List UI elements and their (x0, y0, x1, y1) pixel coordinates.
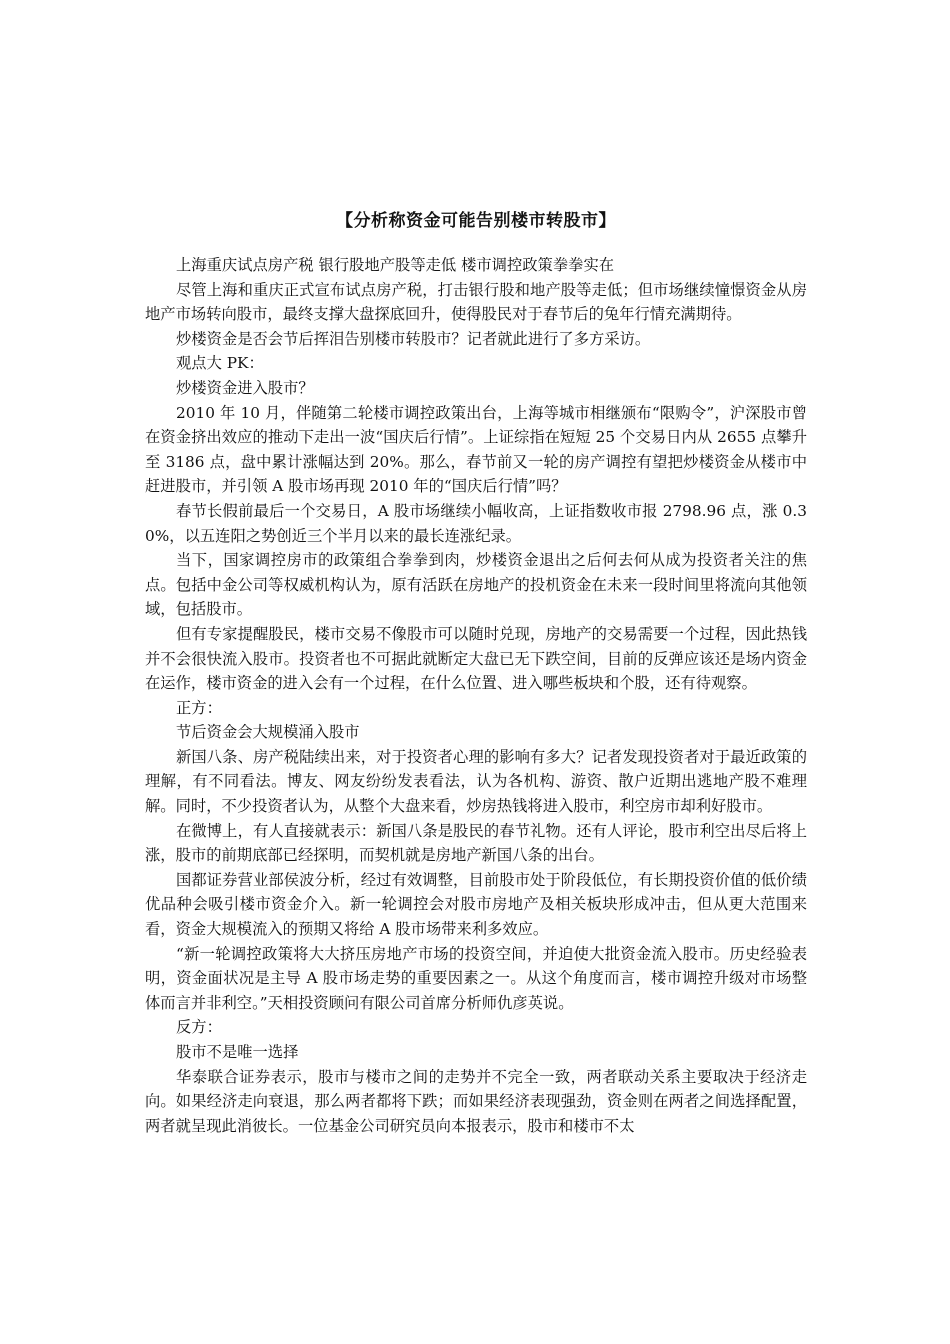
paragraph-policy-focus: 当下，国家调控房市的政策组合拳拳到肉，炒楼资金退出之后何去何从成为投资者关注的焦点。包括中金公司等权威机构认为，原有活跃在房地产的投机资金在未来一段时间里将流向其他领域，包括股市。 (145, 551, 807, 619)
paragraph-huatai: 华泰联合证券表示，股市与楼市之间的走势并不完全一致，两者联动关系主要取决于经济走向。如果经济走向衰退，那么两者都将下跌；而如果经济表现强劲，资金则在两者之间选择配置，两者就呈现此消彼长。一位基金公司研究员向本报表示，股市和楼市不太 (145, 1067, 807, 1135)
paragraph-last-trading-day: 春节长假前最后一个交易日，A 股市场继续小幅收高，上证指数收市报 2798.96 点，涨 0.30%，以五连阳之势创近三个半月以来的最长连涨纪录。 (145, 501, 807, 545)
paragraph-intro: 尽管上海和重庆正式宣布试点房产税，打击银行股和地产股等走低；但市场继续憧憬资金从房地产市场转向股市，最终支撑大盘探底回升，使得股民对于春节后的兔年行情充满期待。 (145, 280, 807, 324)
subheading-pro: 节后资金会大规模涌入股市 (176, 723, 360, 742)
section-heading-question: 炒楼资金进入股市？ (176, 378, 314, 397)
paragraph-quote: “新一轮调控政策将大大挤压房地产市场的投资空间，并迫使大批资金流入股市。历史经验表明，资金面状况是主导 A 股市场走势的重要因素之一。从这个角度而言，楼市调控升级对市场整体而言并非利空。”天相投资顾问有限公司首席分析师仇彦英说。 (145, 944, 807, 1012)
subheading-con: 股市不是唯一选择 (176, 1043, 299, 1061)
paragraph-weibo: 在微博上，有人直接就表示：新国八条是股民的春节礼物。还有人评论，股市利空出尽后将上涨，股市的前期底部已经探明，而契机就是房地产新国八条的出台。 (145, 821, 807, 865)
subheadline: 上海重庆试点房产税 银行股地产股等走低 楼市调控政策拳拳实在 (176, 256, 615, 274)
paragraph-guodu-analysis: 国都证券营业部侯波分析，经过有效调整，目前股市处于阶段低位，有长期投资价值的低价绩优品种会吸引楼市资金介入。新一轮调控会对股市房地产及相关板块形成冲击，但从更大范围来看，资金大规模流入的预期又将给 A 股市场带来利多效应。 (145, 870, 807, 939)
section-heading-pk: 观点大 PK： (176, 354, 264, 373)
paragraph-question: 炒楼资金是否会节后挥泪告别楼市转股市？记者就此进行了多方采访。 (176, 329, 651, 348)
document-body (145, 208, 807, 1138)
paragraph-2010-review: 2010 年 10 月，伴随第二轮楼市调控政策出台，上海等城市相继颁布“限购令”，沪深股市曾在资金挤出效应的推动下走出一波“国庆后行情”。上证综指在短短 25 个交易日内从 2655 点攀升至 3186 点，盘中累计涨幅达到 20%。那么，春节前又一轮的房产调控有望把炒楼资金从楼市中赶进股市，并引领 A 股市场再现 2010 年的“国庆后行情”吗？ (145, 403, 807, 496)
section-heading-con: 反方： (176, 1018, 222, 1037)
paragraph-investor-views: 新国八条、房产税陆续出来，对于投资者心理的影响有多大？记者发现投资者对于最近政策的理解，有不同看法。博友、网友纷纷发表看法，认为各机构、游资、散户近期出逃地产股不难理解。同时，不少投资者认为，从整个大盘来看，炒房热钱将进入股市，利空房市却利好股市。 (145, 747, 807, 816)
section-heading-pro: 正方： (176, 698, 222, 717)
paragraph-expert-warning: 但有专家提醒股民，楼市交易不像股市可以随时兑现，房地产的交易需要一个过程，因此热钱并不会很快流入股市。投资者也不可据此就断定大盘已无下跌空间，目前的反弹应该还是场内资金在运作，楼市资金的进入会有一个过程，在什么位置、进入哪些板块和个股，还有待观察。 (145, 624, 807, 693)
document-title: 【分析称资金可能告别楼市转股市】 (336, 211, 616, 231)
